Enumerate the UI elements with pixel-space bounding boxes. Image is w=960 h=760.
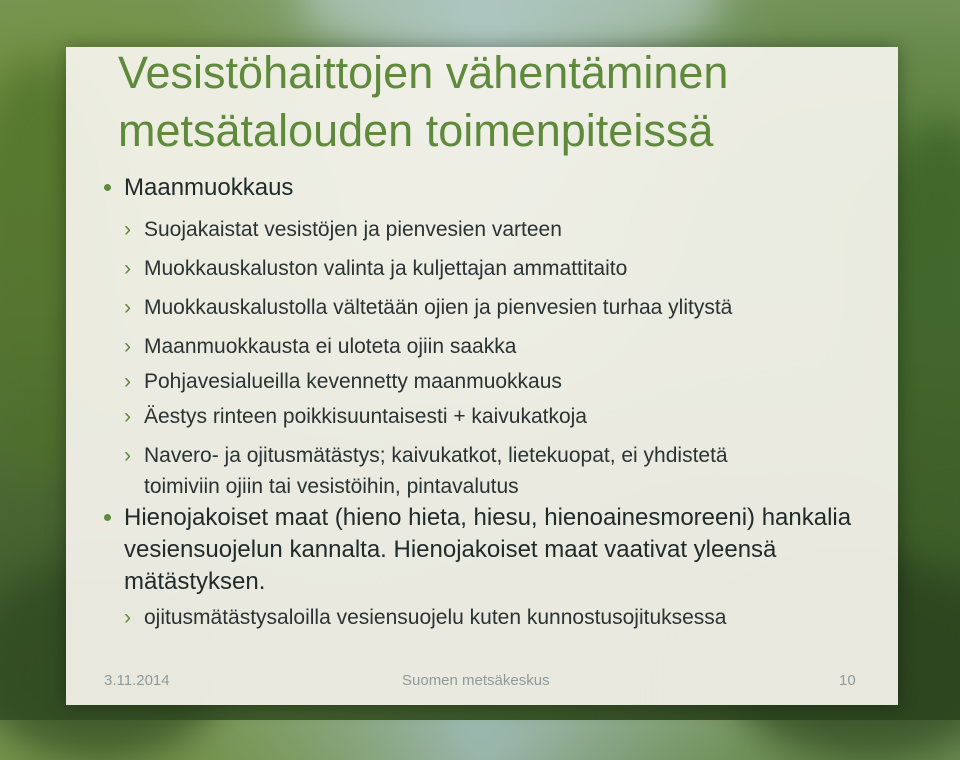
chevron-right-icon: ›	[124, 335, 131, 358]
bullet-text: Maanmuokkaus	[124, 174, 294, 201]
bullet-item	[102, 172, 882, 204]
sub-bullet-item	[102, 214, 882, 245]
bullet-dot-icon	[104, 514, 111, 521]
sub-bullet-item	[102, 366, 882, 397]
chevron-right-icon: ›	[124, 444, 131, 467]
sub-bullet-item	[102, 440, 764, 502]
slide-title: Vesistöhaittojen vähentäminen metsätalouden toimenpiteissä	[118, 47, 729, 156]
chevron-right-icon: ›	[124, 405, 131, 428]
bullet-dot-icon	[104, 184, 111, 191]
sub-bullet-text: Muokkauskalustolla vältetään ojien ja pienvesien turhaa ylitystä	[144, 296, 733, 319]
footer-page-number: 10	[839, 672, 856, 689]
sub-bullet-item	[102, 253, 882, 284]
sub-bullet-text: ojitusmätästysaloilla vesiensuojelu kuten kunnostusojituksessa	[144, 606, 727, 629]
chevron-right-icon: ›	[124, 218, 131, 241]
sub-bullet-text: Pohjavesialueilla kevennetty maanmuokkaus	[144, 370, 562, 393]
sub-bullet-item	[102, 331, 882, 362]
bullet-list	[102, 172, 882, 633]
chevron-right-icon: ›	[124, 257, 131, 280]
chevron-right-icon: ›	[124, 606, 131, 629]
bullet-text: Hienojakoiset maat (hieno hieta, hiesu, hienoainesmoreeni) hankalia vesiensuojelun kannalta. Hienojakoiset maat vaativat yleensä mätästyksen.	[124, 504, 852, 595]
sub-bullet-item	[102, 401, 882, 432]
bullet-item	[102, 502, 864, 598]
sub-bullet-item	[102, 292, 824, 323]
sub-bullet-item	[102, 602, 882, 633]
chevron-right-icon: ›	[124, 296, 131, 319]
sub-bullet-text: Maanmuokkausta ei uloteta ojiin saakka	[144, 335, 517, 358]
chevron-right-icon: ›	[124, 370, 131, 393]
sub-bullet-text: Suojakaistat vesistöjen ja pienvesien varteen	[144, 218, 562, 241]
footer-organization: Suomen metsäkeskus	[402, 672, 550, 689]
footer-date: 3.11.2014	[104, 672, 170, 689]
sub-bullet-text: Navero- ja ojitusmätästys; kaivukatkot, lietekuopat, ei yhdistetä toimiviin ojiin tai vesistöihin, pintavalutus	[144, 444, 728, 498]
sub-bullet-text: Muokkauskaluston valinta ja kuljettajan ammattitaito	[144, 257, 628, 280]
sub-bullet-text: Äestys rinteen poikkisuuntaisesti + kaivukatkoja	[144, 405, 587, 428]
